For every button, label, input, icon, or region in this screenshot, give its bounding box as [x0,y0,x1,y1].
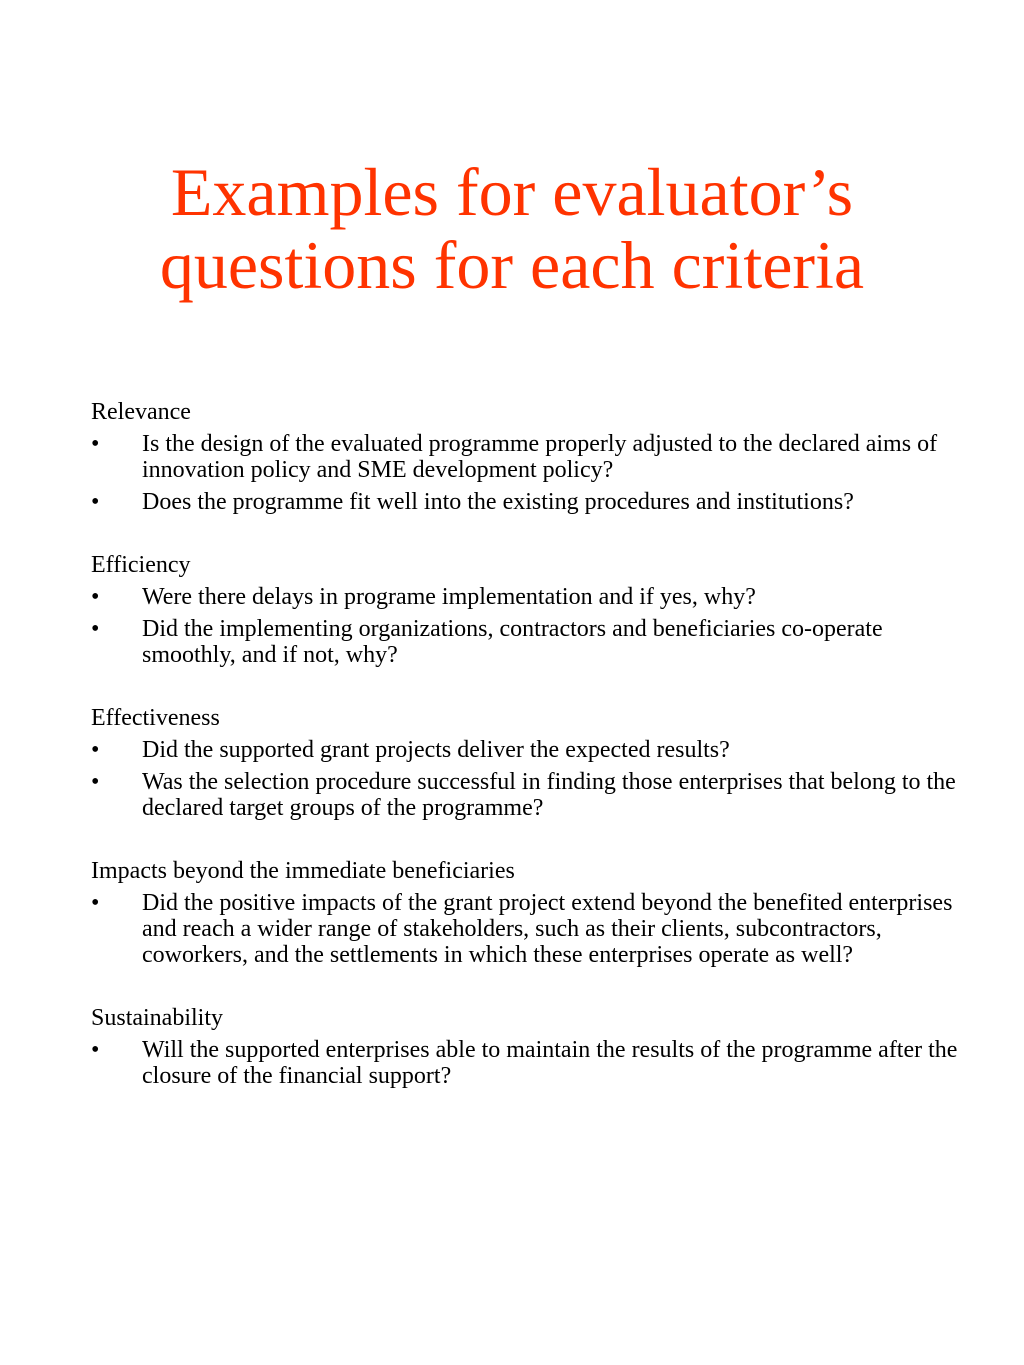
bullet-text: Will the supported enterprises able to maintain the results of the programme after the closure of the financial support? [142,1037,958,1089]
bullet-list [91,737,971,821]
bullet-list [91,584,971,668]
bullet-text: Did the supported grant projects deliver the expected results? [142,737,730,763]
bullet-text: Was the selection procedure successful in finding those enterprises that belong to the declared target groups of the programme? [142,769,956,821]
bullet-item [91,1037,971,1089]
section-relevance [91,399,971,515]
bullet-icon: • [91,737,100,763]
bullet-item [91,616,971,668]
bullet-item [91,489,971,515]
section-impacts [91,858,971,968]
bullet-icon: • [91,616,100,642]
bullet-icon: • [91,584,100,610]
section-heading: Efficiency [91,552,191,578]
slide-title-line-1: Examples for evaluator’s [170,154,854,230]
bullet-item [91,584,971,610]
bullet-text: Did the positive impacts of the grant project extend beyond the benefited enterprises and reach a wider range of stakeholders, such as their clients, subcontractors, coworkers, and the settlements in which these enterprises operate as well? [142,890,953,968]
bullet-text: Did the implementing organizations, contractors and beneficiaries co-operate smoothly, and if not, why? [142,616,883,668]
slide-content [91,399,971,1126]
section-sustainability [91,1005,971,1089]
section-heading: Impacts beyond the immediate beneficiaries [91,858,515,884]
section-heading: Sustainability [91,1005,223,1031]
bullet-item [91,890,971,968]
bullet-text: Does the programme fit well into the existing procedures and institutions? [142,489,854,515]
section-efficiency [91,552,971,668]
bullet-list [91,1037,971,1089]
bullet-icon: • [91,489,100,515]
bullet-text: Is the design of the evaluated programme properly adjusted to the declared aims of innovation policy and SME development policy? [142,431,938,483]
bullet-list [91,890,971,968]
bullet-icon: • [91,890,100,916]
bullet-icon: • [91,1037,100,1063]
bullet-item [91,737,971,763]
bullet-list [91,431,971,515]
bullet-item [91,769,971,821]
section-heading: Effectiveness [91,705,220,731]
bullet-item [91,431,971,483]
section-heading: Relevance [91,399,191,425]
slide-title [40,156,984,303]
bullet-icon: • [91,431,100,457]
bullet-icon: • [91,769,100,795]
slide-title-line-2: questions for each criteria [159,227,865,304]
bullet-text: Were there delays in programe implementation and if yes, why? [142,584,756,610]
section-effectiveness [91,705,971,821]
